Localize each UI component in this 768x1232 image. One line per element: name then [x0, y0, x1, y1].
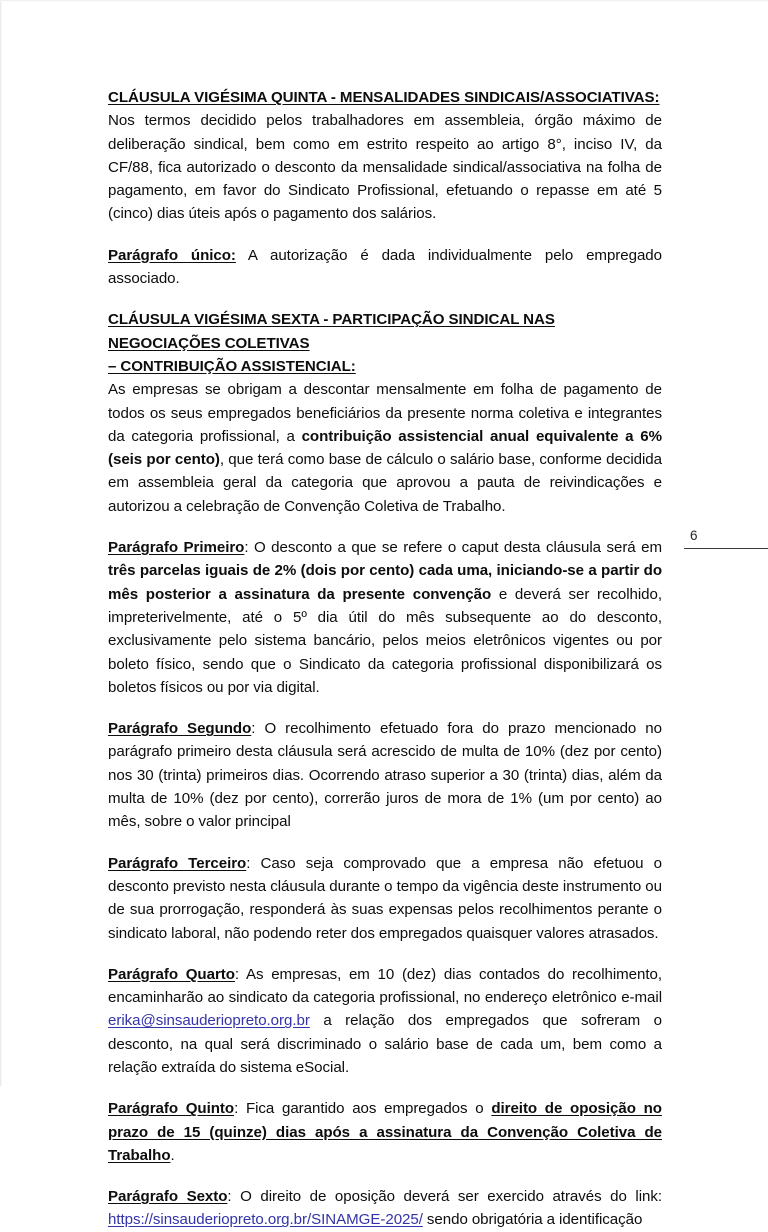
email-link-erika[interactable]: erika@sinsauderiopreto.org.br: [108, 1012, 310, 1030]
paragrafo-segundo-separator: :: [251, 720, 265, 738]
page-number-rule: [684, 548, 768, 549]
page-edge-shading-top: [0, 0, 768, 2]
page-number: 6: [690, 528, 698, 543]
paragrafo-primeiro-label: Parágrafo Primeiro: [108, 539, 245, 557]
url-link-sinamge[interactable]: https://sinsauderiopreto.org.br/SINAMGE-2025/: [108, 1211, 423, 1229]
clause-body-vigesima-sexta: [108, 378, 662, 518]
paragrafo-quinto: [108, 1097, 662, 1167]
paragrafo-quarto-separator: :: [234, 965, 246, 983]
paragrafo-primeiro-separator: :: [244, 539, 254, 557]
clause-body-bold-contribuicao: contribuição assistencial anual equivalente a 6% (seis por cento): [108, 427, 662, 469]
paragrafo-quinto-separator: :: [234, 1100, 246, 1118]
paragrafo-terceiro-text: Caso seja comprovado que a empresa não efetuou o desconto previsto nesta cláusula durante o tempo da vigência deste instrumento ou de sua prorrogação, responderá às suas expensas pelos recolhimentos perante o sindicato laboral, não podendo reter dos empregados quaisquer valores atrasados.: [108, 854, 663, 942]
page-number-block: [672, 528, 768, 549]
paragrafo-sexto-separator: :: [227, 1188, 241, 1206]
clause-heading-vigesima-quinta: CLÁUSULA VIGÉSIMA QUINTA - MENSALIDADES SINDICAIS/ASSOCIATIVAS:: [108, 89, 660, 106]
paragrafo-sexto-text-part1: O direito de oposição deverá ser exercido através do link:: [240, 1188, 662, 1206]
document-text-body: [108, 86, 662, 1232]
paragrafo-segundo-text: O recolhimento efetuado fora do prazo mencionado no parágrafo primeiro desta cláusula será acrescido de multa de 10% (dez por cento) nos 30 (trinta) primeiros dias. Ocorrendo atraso superior a 30 (trinta) dias, além da multa de 10% (dez por cento), correrão juros de mora de 1% (um por cento) ao mês, sobre o valor principal: [108, 720, 662, 831]
paragrafo-primeiro-text-part1: O desconto a que se refere o caput desta cláusula será em: [254, 539, 663, 557]
paragrafo-sexto: [108, 1185, 662, 1232]
paragrafo-segundo-label: Parágrafo Segundo: [108, 720, 252, 738]
paragrafo-segundo: [108, 717, 662, 833]
paragrafo-terceiro-separator: :: [246, 854, 261, 872]
paragrafo-quarto: [108, 963, 662, 1079]
paragrafo-quarto-text-part2: a relação dos empregados que sofreram o desconto, na qual será discriminado o salário base de cada um, bem como a relação extraída do sistema eSocial.: [108, 1012, 662, 1076]
paragrafo-sexto-text-part2: sendo obrigatória a identificação: [422, 1211, 643, 1229]
paragrafo-quinto-text-part1: Fica garantido aos empregados o: [245, 1100, 492, 1118]
clause-body-part2: , que terá como base de cálculo o salário base, conforme decidida em assembleia geral da categoria que aprovou a pauta de reivindicações e autorizou a celebração de Convenção Coletiva de Trabalho.: [108, 451, 662, 515]
paragrafo-terceiro-label: Parágrafo Terceiro: [108, 854, 247, 872]
paragrafo-primeiro: [108, 536, 662, 699]
paragrafo-terceiro: [108, 852, 662, 945]
clause-body-vigesima-quinta: Nos termos decidido pelos trabalhadores em assembleia, órgão máximo de deliberação sindical, bem como em estrito respeito ao artigo 8°, inciso IV, da CF/88, fica autorizado o desconto da mensalidade sindical/associativa na folha de pagamento, em favor do Sindicato Profissional, efetuando o repasse em até 5 (cinco) dias úteis após o pagamento dos salários.: [108, 112, 662, 223]
clause-heading-vigesima-sexta-line2: – CONTRIBUIÇÃO ASSISTENCIAL:: [108, 357, 356, 375]
clause-body-part1: As empresas se obrigam a descontar mensalmente em folha de pagamento de todos os seus empregados beneficiários da presente norma coletiva e integrantes da categoria profissional, a: [108, 381, 662, 445]
paragrafo-quarto-label: Parágrafo Quarto: [108, 965, 235, 983]
paragrafo-unico: [108, 244, 662, 291]
paragrafo-primeiro-bold-parcelas: três parcelas iguais de 2% (dois por cento) cada uma, iniciando-se a partir do mês posterior a assinatura da presente convenção: [108, 562, 662, 603]
paragrafo-primeiro-text-part2: e deverá ser recolhido, impreterivelmente, até o 5º dia útil do mês subsequente ao do desconto, exclusivamente pelo sistema bancário, pelos meios eletrônicos vigentes ou por boleto físico, sendo que o Sindicato da categoria profissional disponibilizará os boletos físicos ou por via digital.: [108, 585, 662, 696]
paragrafo-quinto-text-part2: .: [170, 1146, 175, 1164]
page-edge-shading-left: [0, 0, 2, 1086]
paragrafo-unico-label: Parágrafo único:: [108, 246, 236, 264]
paragrafo-unico-text: A autorização é dada individualmente pelo empregado associado.: [108, 246, 662, 288]
clause-heading-vigesima-sexta-line1: CLÁUSULA VIGÉSIMA SEXTA - PARTICIPAÇÃO SINDICAL NAS NEGOCIAÇÕES COLETIVAS: [108, 311, 555, 352]
paragrafo-sexto-label: Parágrafo Sexto: [108, 1188, 228, 1206]
paragrafo-quarto-text-part1: As empresas, em 10 (dez) dias contados do recolhimento, encaminharão ao sindicato da categoria profissional, no endereço eletrônico e-mail: [108, 965, 662, 1007]
paragrafo-quinto-bold-direito-oposicao: direito de oposição no prazo de 15 (quinze) dias após a assinatura da Convenção Coletiva de Trabalho: [108, 1100, 662, 1164]
paragrafo-quinto-label: Parágrafo Quinto: [108, 1100, 235, 1118]
